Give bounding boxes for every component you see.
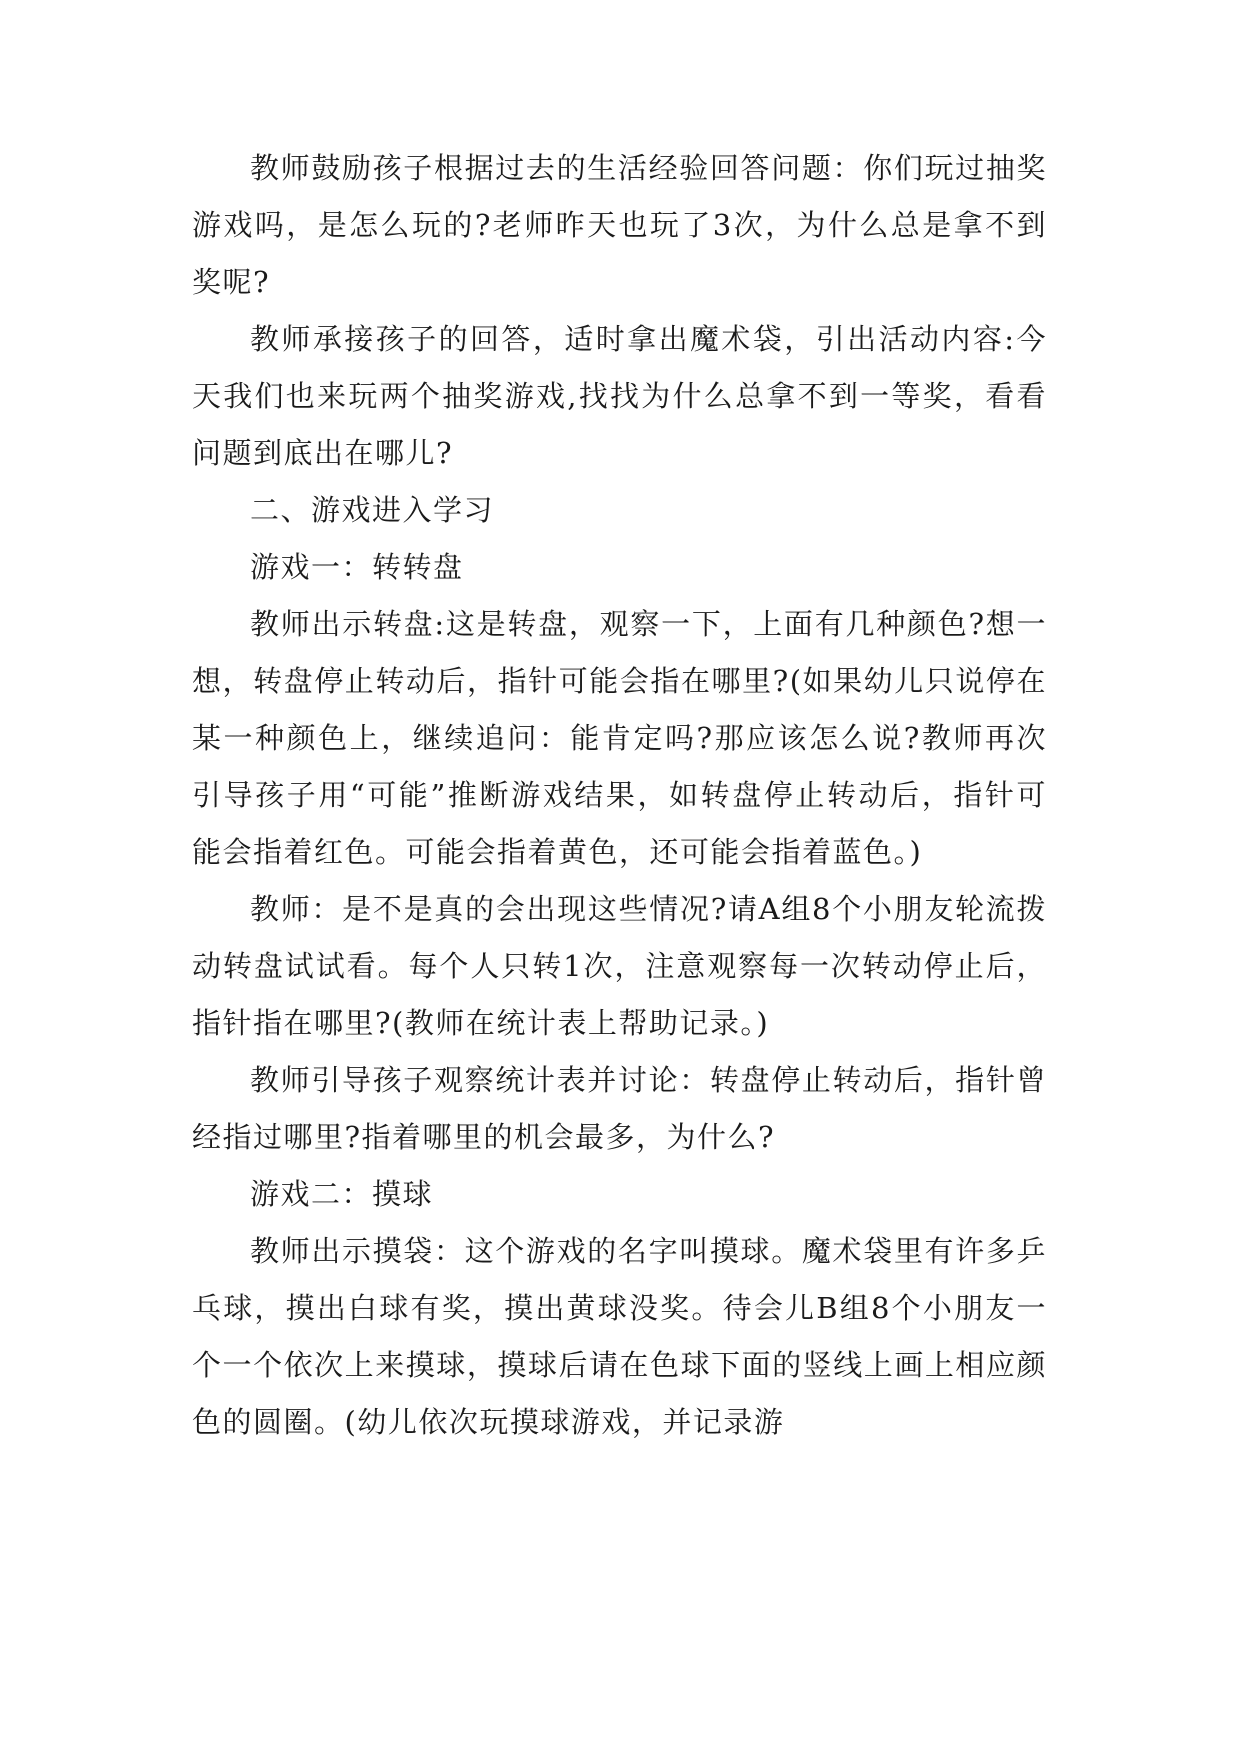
- game-two-heading: 游戏二：摸球: [250, 1177, 434, 1211]
- game-one-heading: 游戏一：转转盘: [250, 550, 464, 584]
- section-heading-games: 二、游戏进入学习: [250, 493, 495, 527]
- para-discussion: 教师引导孩子观察统计表并讨论：转盘停止转动后，指针曾经指过哪里?指着哪里的机会最多，为什么?: [192, 1063, 1047, 1154]
- para-show-wheel: 教师出示转盘:这是转盘，观察一下，上面有几种颜色?想一想，转盘停止转动后，指针可能会指在哪里?(如果幼儿只说停在某一种颜色上，继续追问：能肯定吗?那应该怎么说?教师再次引导孩子用“可能”推断游戏结果，如转盘停止转动后，指针可能会指着红色。可能会指着黄色，还可能会指着蓝色。): [192, 607, 1047, 869]
- document-page: [192, 140, 1047, 1451]
- para-encourage: 教师鼓励孩子根据过去的生活经验回答问题：你们玩过抽奖游戏吗，是怎么玩的?老师昨天也玩了3次，为什么总是拿不到奖呢?: [192, 151, 1047, 299]
- para-magic-bag: 教师承接孩子的回答，适时拿出魔术袋，引出活动内容:今天我们也来玩两个抽奖游戏,找找为什么总拿不到一等奖，看看问题到底出在哪儿?: [192, 322, 1047, 470]
- para-group-a: 教师：是不是真的会出现这些情况?请A组8个小朋友轮流拨动转盘试试看。每个人只转1次，注意观察每一次转动停止后，指针指在哪里?(教师在统计表上帮助记录。): [192, 892, 1047, 1040]
- para-touch-ball: 教师出示摸袋：这个游戏的名字叫摸球。魔术袋里有许多乒乓球，摸出白球有奖，摸出黄球没奖。待会儿B组8个小朋友一个一个依次上来摸球，摸球后请在色球下面的竖线上画上相应颜色的圆圈。(幼儿依次玩摸球游戏，并记录游: [192, 1234, 1047, 1439]
